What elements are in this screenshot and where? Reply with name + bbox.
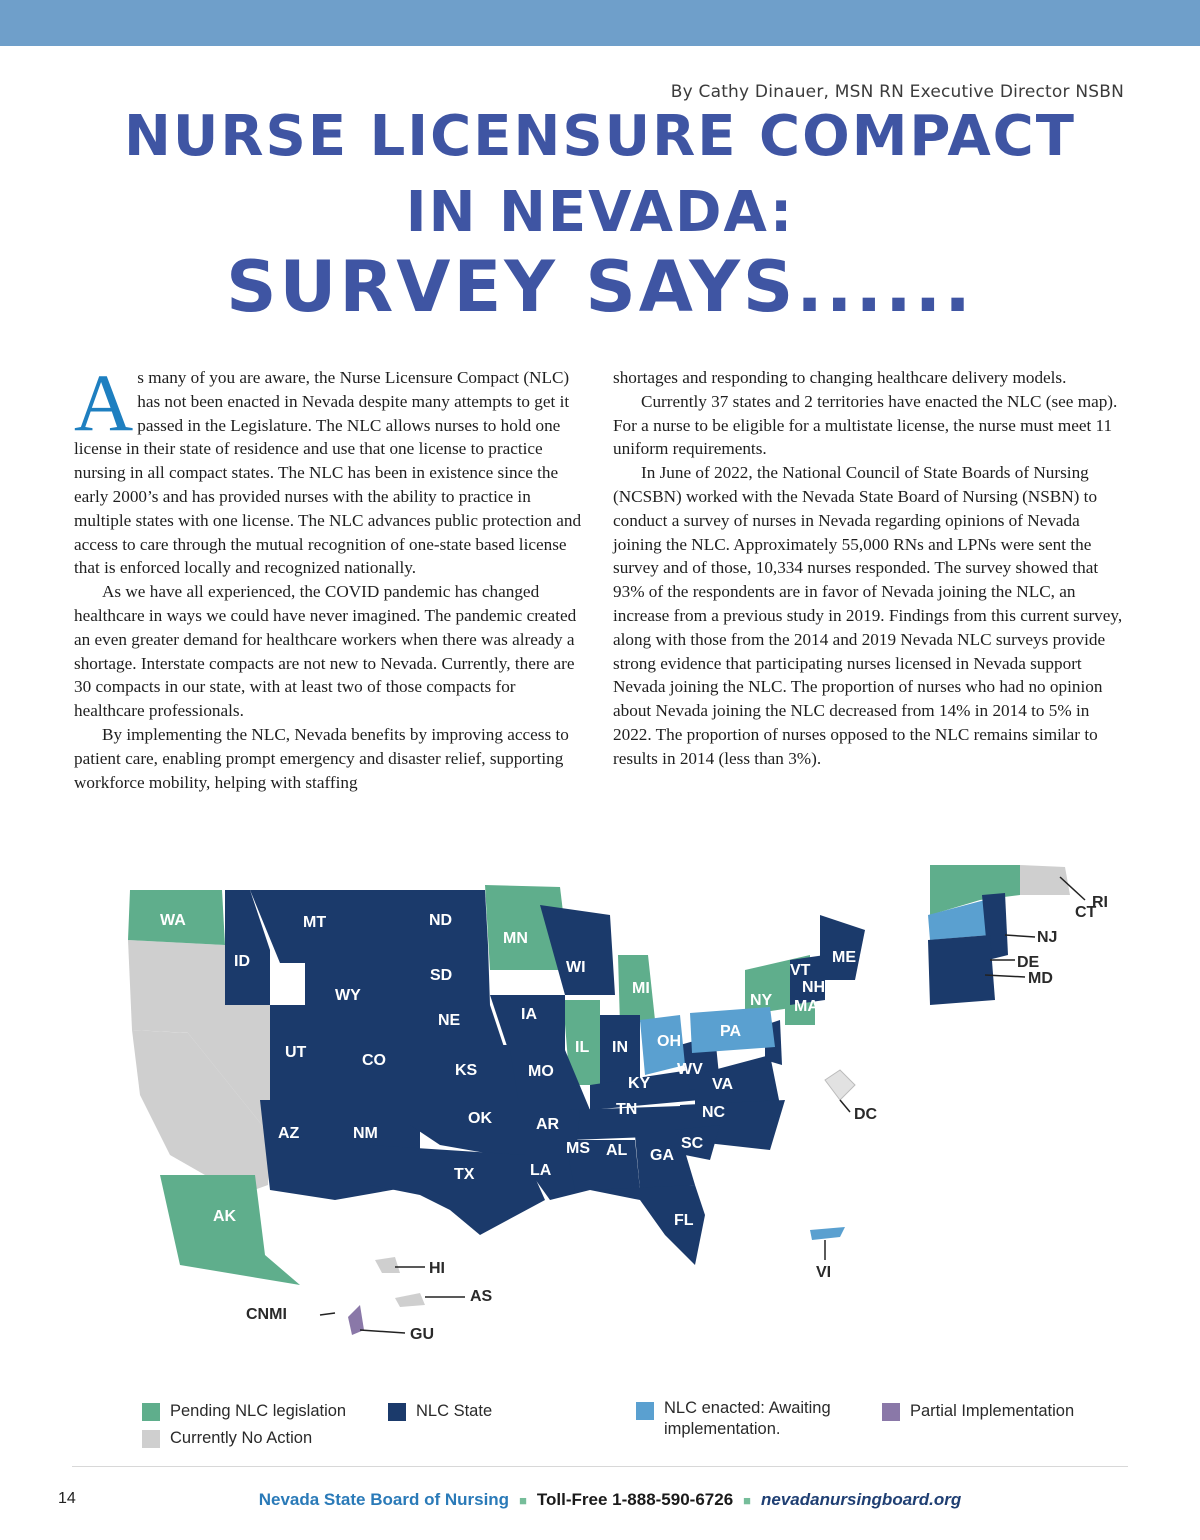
legend-swatch-nlc-state: [388, 1403, 406, 1421]
us-map-graphic: [120, 855, 1120, 1355]
legend-swatch-no-action: [142, 1430, 160, 1448]
legend-swatch-awaiting: [636, 1402, 654, 1420]
footer-org-name: Nevada State Board of Nursing: [258, 1490, 510, 1509]
state-shape-tx: [370, 1145, 545, 1235]
state-shape-me: [820, 915, 865, 980]
legend-label-partial: Partial Implementation: [910, 1402, 1075, 1420]
territory-label-cnmi: CNMI: [246, 1306, 287, 1323]
state-label-me: ME: [832, 949, 856, 966]
legend-item-nlc-state: [388, 1402, 492, 1421]
legend-swatch-partial: [882, 1403, 900, 1421]
legend-item-no-action: [142, 1429, 312, 1448]
state-label-fl: FL: [674, 1212, 694, 1229]
footer-website-link[interactable]: nevadanursingboard.org: [761, 1490, 962, 1509]
territory-shape-dc: [825, 1070, 855, 1100]
dc-leader: [840, 1100, 850, 1112]
state-label-wa: WA: [160, 912, 186, 929]
footer-separator: ■: [743, 1493, 752, 1508]
state-label-ar: AR: [536, 1116, 560, 1133]
article-paragraph: Currently 37 states and 2 territories have enacted the NLC (see map). For a nurse to be eligible for a multistate license, the nurse must meet 11 uniform requirements.: [613, 391, 1118, 459]
state-label-co: CO: [362, 1052, 386, 1069]
byline: By Cathy Dinauer, MSN RN Executive Director NSBN: [670, 82, 1124, 102]
article-paragraph: shortages and responding to changing healthcare delivery models.: [613, 368, 1067, 387]
territory-label-dc: DC: [854, 1106, 878, 1123]
state-label-wi: WI: [566, 959, 586, 976]
article-paragraph: In June of 2022, the National Council of State Boards of Nursing (NCSBN) worked with the Nevada State Board of Nursing (NSBN) to conduct a survey of nurses in Nevada regarding opinions of Nevada joining the NLC. Approximately 55,000 RNs and LPNs were sent the survey and of those, 10,334 nurses responded. The survey showed that 93% of the respondents are in favor of Nevada joining the NLC, an increase from a previous study in 2019. Findings from this current survey, along with those from the 2014 and 2019 Nevada NLC surveys provide strong evidence that participating nurses licensed in Nevada support Nevada joining the NLC. The proportion of nurses who had no opinion about Nevada joining the NLC decreased from 14% in 2014 to 5% in 2022. The proportion of nurses opposed to the NLC remains similar to results in 2014 (less than 3%).: [613, 463, 1123, 768]
state-label-tn: TN: [616, 1101, 638, 1118]
territory-label-hi: HI: [429, 1260, 445, 1277]
state-label-id: ID: [234, 953, 250, 970]
drop-cap: A: [74, 357, 134, 448]
state-label-sd: SD: [430, 967, 453, 984]
state-label-ms: MS: [566, 1140, 590, 1157]
state-label-mo: MO: [528, 1063, 554, 1080]
footer-divider: [72, 1466, 1128, 1467]
state-label-nc: NC: [702, 1104, 726, 1121]
state-label-ga: GA: [650, 1147, 674, 1164]
territory-shape-as: [395, 1293, 425, 1307]
legend-label-awaiting-line-2: implementation.: [664, 1420, 781, 1438]
legend-label-awaiting-line-1: NLC enacted: Awaiting: [664, 1399, 831, 1417]
territory-shape-hi: [375, 1257, 400, 1273]
state-label-ut: UT: [285, 1044, 307, 1061]
state-label-nh: NH: [802, 979, 826, 996]
state-label-oh: OH: [657, 1033, 681, 1050]
footer-bar: [0, 1490, 1200, 1510]
top-color-bar: [0, 0, 1200, 46]
legend-item-awaiting: [636, 1398, 831, 1440]
legend-item-partial: [882, 1402, 1074, 1421]
article-paragraph: As we have all experienced, the COVID pandemic has changed healthcare in ways we could have never imagined. The pandemic created an even greater demand for healthcare workers when there was already a shortage. Interstate compacts are not new to Nevada. Currently, there are 30 compacts in our state, with at least two of those compacts for healthcare professionals.: [74, 582, 577, 721]
legend-item-pending: [142, 1402, 346, 1421]
state-label-pa: PA: [720, 1023, 742, 1040]
state-label-la: LA: [530, 1162, 552, 1179]
state-label-wy: WY: [335, 987, 361, 1004]
article-paragraph: By implementing the NLC, Nevada benefits by improving access to patient care, enabling prompt emergency and disaster relief, supporting workforce mobility, helping with staffing: [74, 724, 569, 792]
state-label-nj: NJ: [1037, 929, 1058, 946]
page-number: 14: [58, 1490, 76, 1507]
territory-label-vi: VI: [816, 1264, 832, 1281]
state-label-ia: IA: [521, 1006, 537, 1023]
territory-label-as: AS: [470, 1288, 493, 1305]
footer-phone: Toll-Free 1-888-590-6726: [536, 1490, 734, 1509]
state-label-az: AZ: [278, 1125, 300, 1142]
state-label-mi: MI: [632, 980, 650, 997]
gu-leader: [360, 1330, 405, 1333]
state-label-ct: CT: [1075, 904, 1097, 921]
state-label-il: IL: [575, 1039, 590, 1056]
state-label-ne: NE: [438, 1012, 461, 1029]
state-label-va: VA: [712, 1076, 734, 1093]
state-label-mt: MT: [303, 914, 327, 931]
state-label-md: MD: [1028, 970, 1053, 987]
state-shape-az: [260, 1100, 335, 1200]
territory-shape-vi: [810, 1227, 845, 1240]
cnmi-leader: [320, 1313, 335, 1315]
state-label-ma: MA: [794, 998, 819, 1015]
state-label-nm: NM: [353, 1125, 378, 1142]
state-label-ak: AK: [213, 1208, 237, 1225]
state-label-mn: MN: [503, 930, 528, 947]
state-label-sc: SC: [681, 1135, 704, 1152]
state-shape-ak: [160, 1175, 300, 1285]
footer-separator: ■: [519, 1493, 527, 1508]
state-label-de: DE: [1017, 954, 1040, 971]
territory-label-gu: GU: [410, 1326, 434, 1343]
article-paragraph: [74, 357, 586, 580]
state-label-rl: RI: [1092, 894, 1108, 911]
paragraph-text: s many of you are aware, the Nurse Licensure Compact (NLC) has not been enacted in Nevada despite many attempts to get it passed in the Legislature. The NLC allows nurses to hold one license in their state of residence and use that one license to practice nursing in all compact states. The NLC has been in existence since the early 2000’s and has provided nurses with the ability to practice in multiple states with one license. The NLC advances public protection and access to care through the mutual recognition of one-state based license that is enforced locally and recognized nationally.: [74, 368, 582, 578]
state-label-tx: TX: [454, 1166, 475, 1183]
legend-label-nlc-state: NLC State: [416, 1402, 493, 1420]
state-label-nd: ND: [429, 912, 453, 929]
headline-line-2: IN NEVADA:: [405, 180, 795, 245]
legend-label-pending: Pending NLC legislation: [170, 1402, 347, 1420]
nlc-states-map: [120, 855, 1120, 1355]
headline-line-1: NURSE LICENSURE COMPACT: [124, 104, 1076, 169]
article-column-2: [613, 366, 1125, 771]
state-label-wv: WV: [677, 1061, 703, 1078]
article-column-1: [74, 357, 586, 794]
state-label-ks: KS: [455, 1062, 478, 1079]
state-label-vt: VT: [790, 962, 811, 979]
state-label-in: IN: [612, 1039, 628, 1056]
legend-label-no-action: Currently No Action: [170, 1429, 313, 1447]
inset-leader-nj: [1005, 935, 1035, 937]
inset-shape-md: [928, 935, 995, 1005]
state-label-ok: OK: [468, 1110, 492, 1127]
state-label-al: AL: [606, 1142, 628, 1159]
legend-swatch-pending: [142, 1403, 160, 1421]
state-label-ny: NY: [750, 992, 773, 1009]
headline-line-3: SURVEY SAYS......: [226, 246, 974, 328]
state-label-ky: KY: [628, 1075, 651, 1092]
